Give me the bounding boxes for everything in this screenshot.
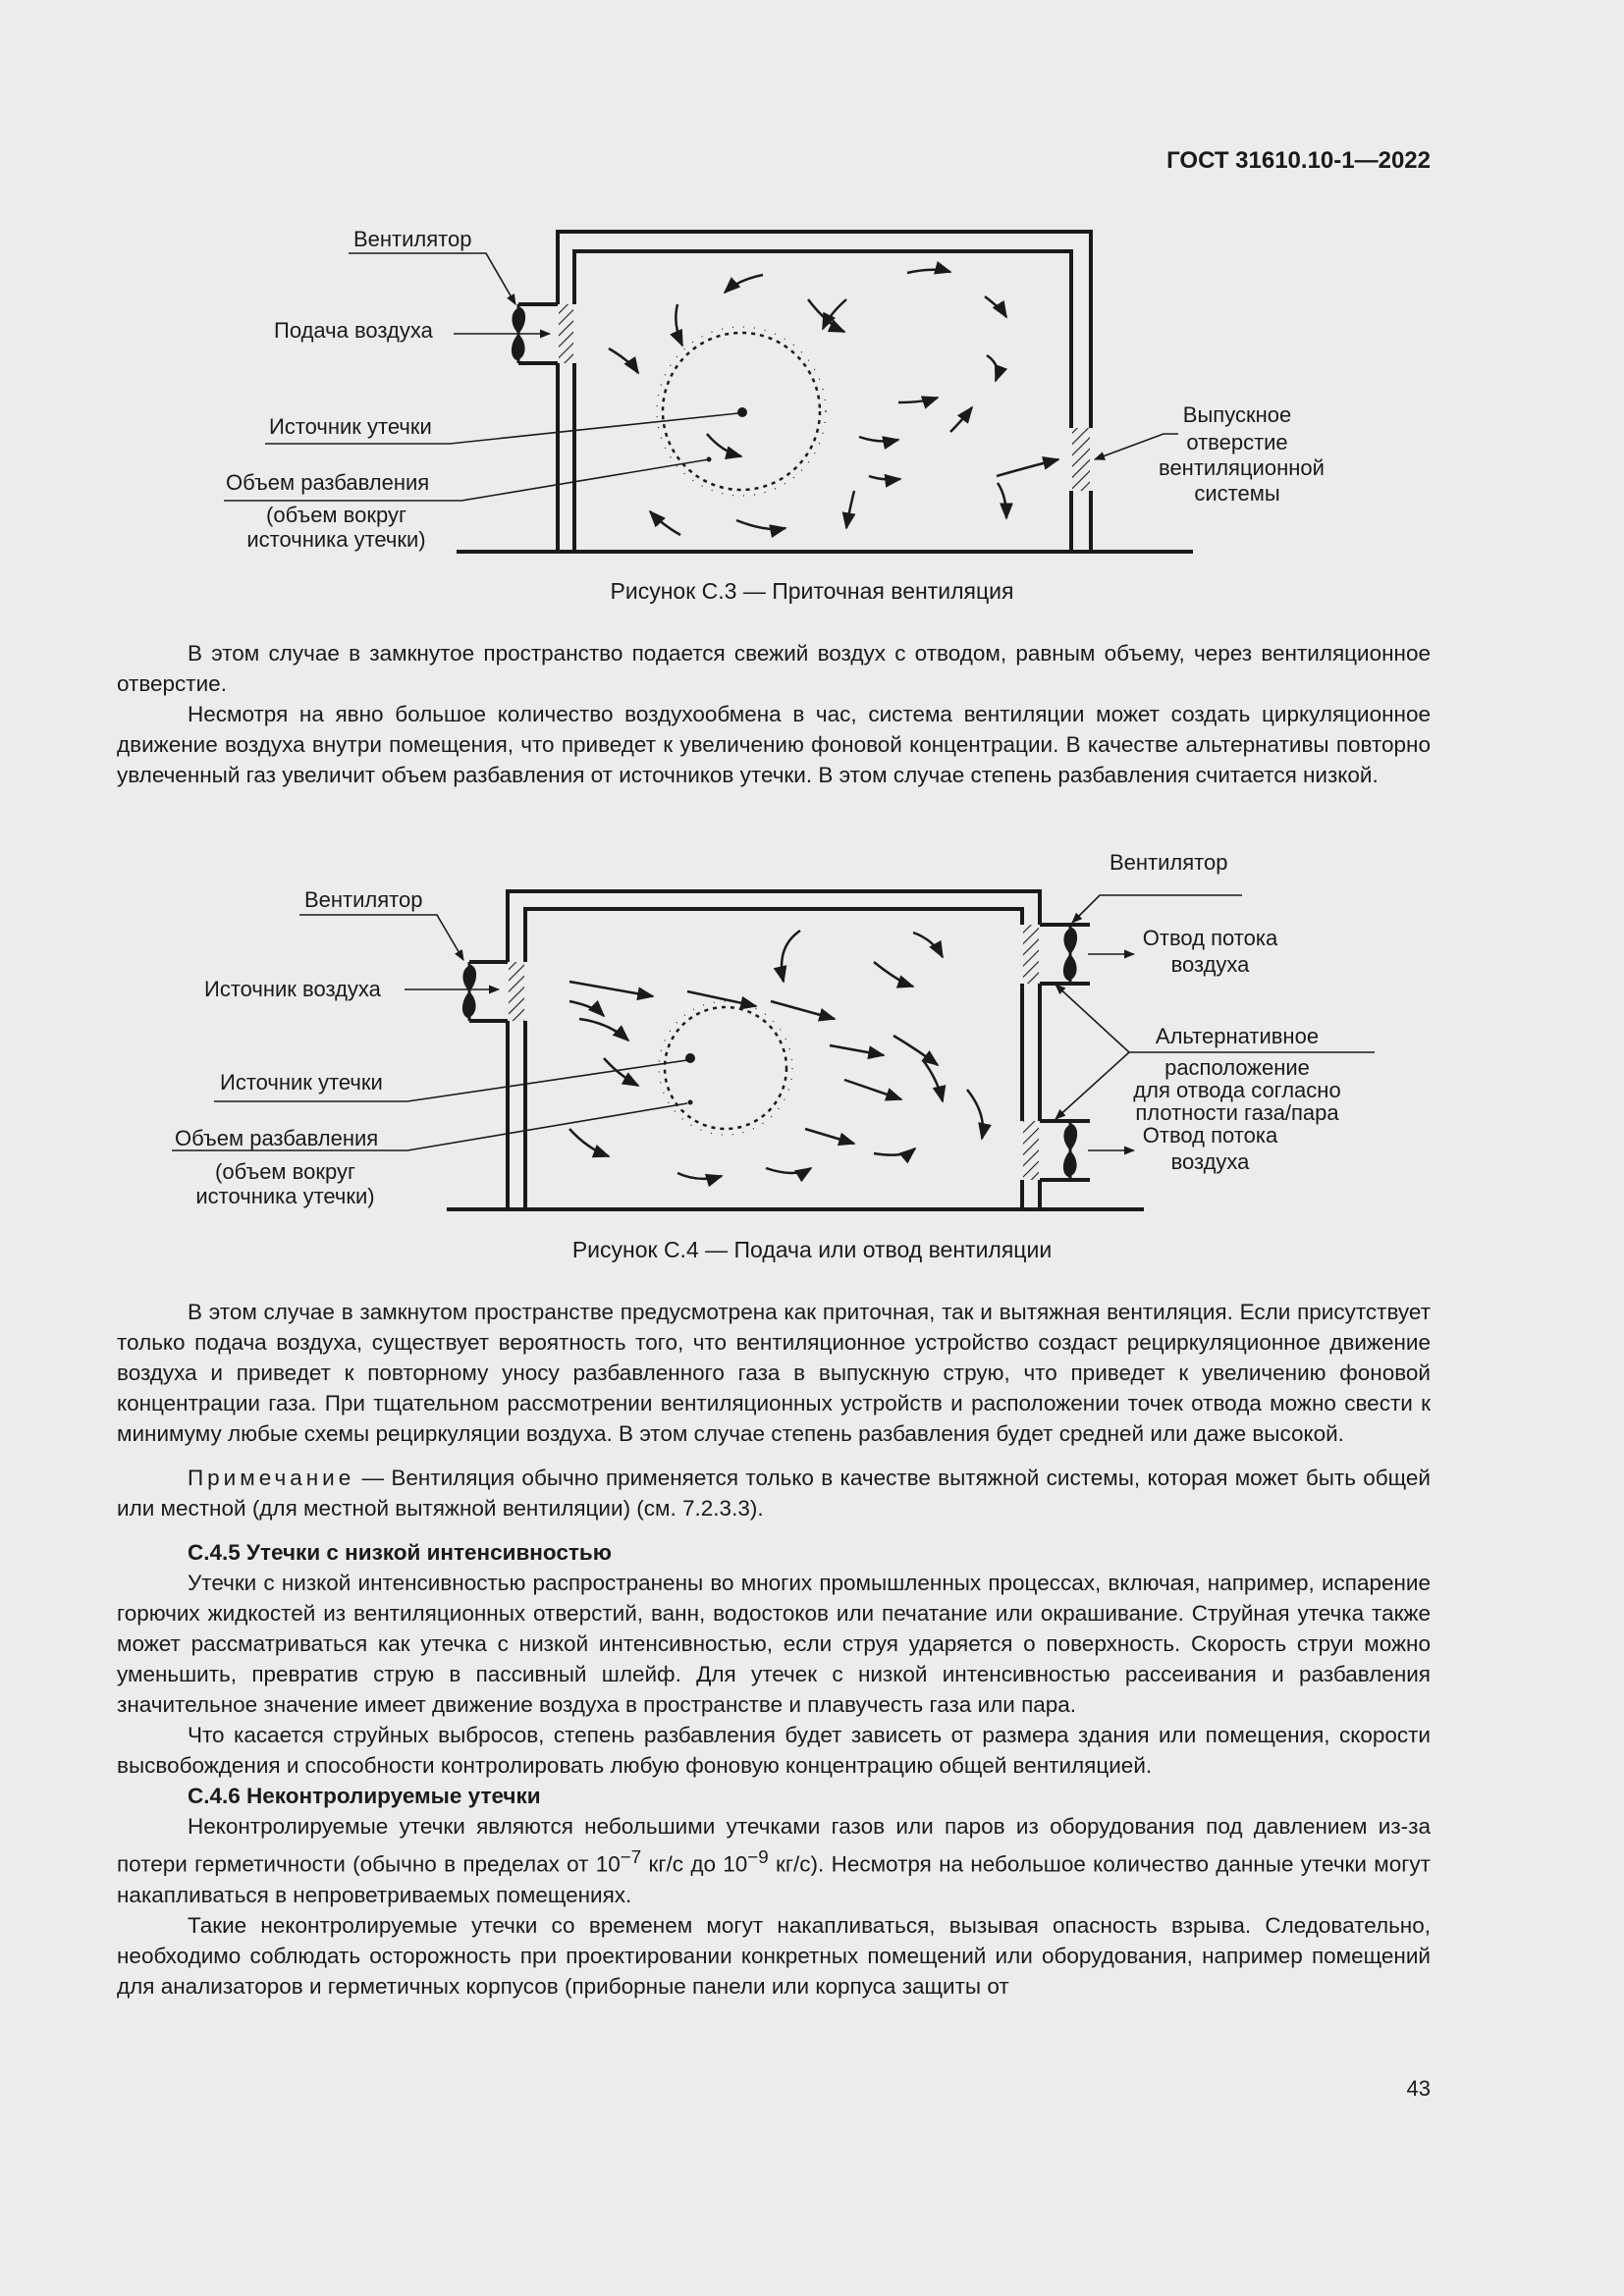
label-alt-l1: Альтернативное [1155,1024,1320,1048]
note-paragraph [117,1463,1431,1523]
label-air-supply: Подача воздуха [274,318,433,343]
paragraph: Несмотря на явно большое количество воздухообмена в час, система вентиляции может создать циркуляционное движение воздуха внутри помещения, что приведет к увеличению фоновой концентрации. В качестве альтернативы повторно увлеченный газ увеличит объем разбавления от источников утечки. В этом случае степень разбавления считается низкой. [117,702,1431,787]
label-dilution-volume-l3: источника утечки) [195,1184,375,1208]
label-fan: Вентилятор [353,227,472,251]
paragraph: Утечки с низкой интенсивностью распространены во многих промышленных процессах, включая, например, испарение горючих жидкостей из вентиляционных отверстий, ванн, водостоков или печатание или окрашивание. Струйная утечка также может рассматриваться как утечка с низкой интенсивностью, если струя ударяется о поверхность. Скорость струи можно уменьшить, превратив струю в пассивный шлейф. Для утечек с низкой интенсивностью рассеивания и разбавления значительное значение имеет движение воздуха в пространстве и плавучесть газа или пара. [117,1571,1431,1717]
label-outlet-l1: Выпускное [1182,402,1292,427]
label-dilution-volume: Объем разбавления [226,470,430,495]
paragraph: Что касается струйных выбросов, степень разбавления будет зависеть от размера здания или помещения, скорости высвобождения и способности контролировать любую фоновую концентрацию общей вентиляцией. [117,1723,1431,1778]
note-text: — Вентиляция обычно применяется только в качестве вытяжной системы, которая может быть общей или местной (для местной вытяжной вентиляции) (см. 7.2.3.3). [117,1466,1431,1521]
dilution-volume-circle [665,1007,786,1129]
standard-header: ГОСТ 31610.10-1—2022 [1166,147,1431,174]
outlet-grille-bottom [1023,1121,1039,1180]
paragraph: Неконтролируемые утечки являются небольшими утечками газов или паров из оборудования под давлением из-за потери герметичности (обычно в пределах от $10^{-7}$ кг/с до $10^{-9}$ кг/с). Несмотря на небольшое количество данные утечки могут накапливаться в непроветриваемых помещениях. [117,1814,1431,1907]
label-fan-left: Вентилятор [304,887,423,912]
fan-icon [1063,1121,1077,1180]
circulation-arrows [609,270,1058,535]
fan-icon [462,962,476,1021]
figure-c4-caption: Рисунок С.4 — Подача или отвод вентиляции [571,1237,1053,1262]
flow-arrows [569,931,983,1179]
label-leak-source: Источник утечки [220,1070,383,1095]
label-exhaust-bottom-l1: Отвод потока [1142,1123,1278,1148]
label-dilution-volume-l2: (объем вокруг [215,1159,355,1184]
figure-c3-caption: Рисунок С.3 — Приточная вентиляция [610,578,1014,604]
page-number: 43 [1406,2076,1431,2101]
label-dilution-volume-l3: источника утечки) [246,527,426,552]
text-block-2 [117,1297,1431,2002]
outlet-grille [1072,428,1090,491]
label-alt-l2: расположение [1164,1055,1310,1080]
label-exhaust-bottom-l2: воздуха [1170,1149,1250,1174]
section-heading-c45: С.4.5 Утечки с низкой интенсивностью [188,1540,612,1565]
note-lead: Примечание [188,1466,355,1490]
leak-source-dot [737,407,747,417]
paragraph: В этом случае в замкнутом пространстве предусмотрена как приточная, так и вытяжная вентиляция. Если присутствует только подача воздуха, существует вероятность того, что вентиляционное устройство создаст рециркуляционное движение воздуха и приведет к повторному уносу разбавленного газа в выпускную струю, что приведет к увеличению фоновой концентрации газа. При тщательном рассмотрении вентиляционных устройств и расположении точек отвода можно свести к минимуму любые схемы рециркуляции воздуха. В этом случае степень разбавления будет средней или даже высокой. [117,1300,1431,1446]
label-fan-right: Вентилятор [1110,850,1228,875]
label-outlet-l3: вентиляционной [1159,455,1325,480]
fan-icon [1063,925,1077,984]
section-heading-c46: С.4.6 Неконтролируемые утечки [188,1784,541,1808]
figure-c4 [0,844,1624,1237]
figure-c3 [0,216,1624,579]
inlet-grille [509,962,524,1021]
label-exhaust-top-l2: воздуха [1170,952,1250,977]
label-alt-l4: плотности газа/пара [1135,1100,1339,1125]
text-block-1 [117,638,1431,790]
label-alt-l3: для отвода согласно [1133,1078,1341,1102]
outlet-grille-top [1023,925,1039,984]
label-leak-source: Источник утечки [269,414,432,439]
label-outlet-l4: системы [1194,481,1280,506]
label-dilution-volume: Объем разбавления [175,1126,379,1150]
label-air-source: Источник воздуха [204,977,381,1001]
paragraph: Такие неконтролируемые утечки со временем могут накапливаться, вызывая опасность взрыва. Следовательно, необходимо соблюдать осторожность при проектировании конкретных помещений или оборудования, например помещений для анализаторов и герметичных корпусов (приборные панели или корпуса защиты от [117,1912,1431,1999]
label-outlet-l2: отверстие [1186,430,1288,454]
label-dilution-volume-l2: (объем вокруг [266,503,406,527]
leak-source-dot [685,1053,695,1063]
paragraph: В этом случае в замкнутое пространство подается свежий воздух с отводом, равным объему, через вентиляционное отверстие. [117,641,1431,696]
inlet-grille [559,304,573,363]
label-exhaust-top-l1: Отвод потока [1142,926,1278,950]
